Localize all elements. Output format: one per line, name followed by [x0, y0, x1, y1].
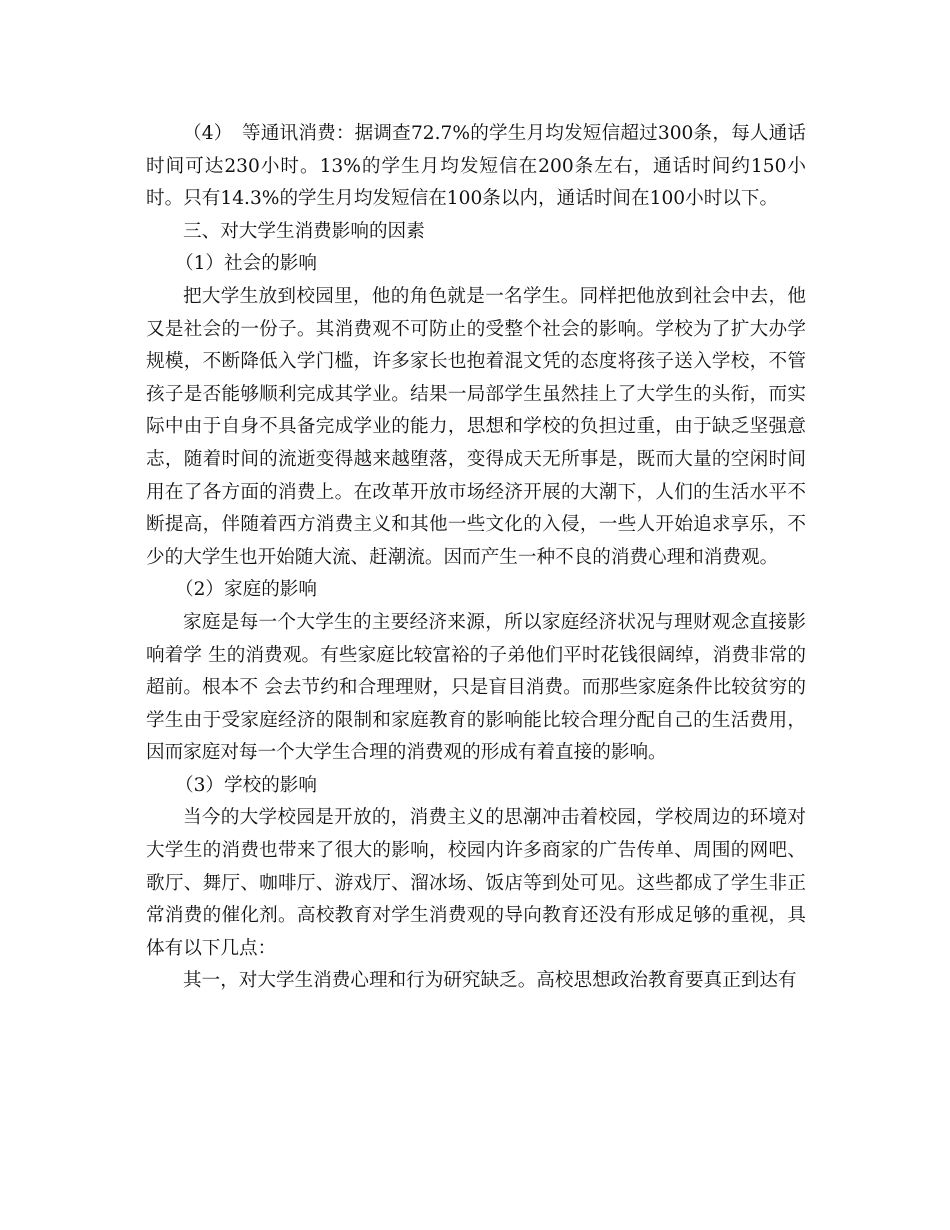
subheading-school-influence: （3）学校的影响	[175, 774, 317, 796]
subheading-social-influence: （1）社会的影响	[175, 253, 317, 275]
document-page	[146, 118, 806, 998]
paragraph-point-one: 其一，对大学生消费心理和行为研究缺乏。高校思想政治教育要真正到达有	[183, 970, 797, 992]
paragraph-school-influence: 当今的大学校园是开放的，消费主义的思潮冲击着校园，学校周边的环境对大学生的消费也带来了很大的影响，校园内许多商家的广告传单、周围的网吧、歌厅、舞厅、咖啡厅、游戏厅、溜冰场、饭店等到处可见。这些都成了学生非正常消费的催化剂。高校教育对学生消费观的导向教育还没有形成足够的重视，具体有以下几点：	[146, 807, 806, 959]
section-heading-influencing-factors: 三、对大学生消费影响的因素	[183, 220, 425, 242]
subheading-family-influence: （2）家庭的影响	[175, 579, 317, 601]
paragraph-social-influence: 把大学生放到校园里，他的角色就是一名学生。同样把他放到社会中去，他又是社会的一份子。其消费观不可防止的受整个社会的影响。学校为了扩大办学规模，不断降低入学门槛，许多家长也抱着混文凭的态度将孩子送入学校，不管孩子是否能够顺利完成其学业。结果一局部学生虽然挂上了大学生的头衔，而实际中由于自身不具备完成学业的能力，思想和学校的负担过重，由于缺乏坚强意志，随着时间的流逝变得越来越堕落，变得成天无所事是，既而大量的空闲时间用在了各方面的消费上。在改革开放市场经济开展的大潮下，人们的生活水平不断提高，伴随着西方消费主义和其他一些文化的入侵，一些人开始追求享乐，不少的大学生也开始随大流、赶潮流。因而产生一种不良的消费心理和消费观。	[146, 285, 806, 568]
paragraph-family-influence: 家庭是每一个大学生的主要经济来源，所以家庭经济状况与理财观念直接影响着学 生的消费观。有些家庭比较富裕的子弟他们平时花钱很阔绰，消费非常的超前。根本不 会去节约和合理理财，只是盲目消费。而那些家庭条件比较贫穷的学生由于受家庭经济的限制和家庭教育的影响能比较合理分配自己的生活费用，因而家庭对每一个大学生合理的消费观的形成有着直接的影响。	[146, 611, 806, 764]
paragraph-communication-spending: （4） 等通讯消费：据调查72.7%的学生月均发短信超过300条，每人通话时间可达230小时。13%的学生月均发短信在200条左右，通话时间约150小时。只有14.3%的学生月均发短信在100条以内，通话时间在100小时以下。	[146, 123, 806, 210]
